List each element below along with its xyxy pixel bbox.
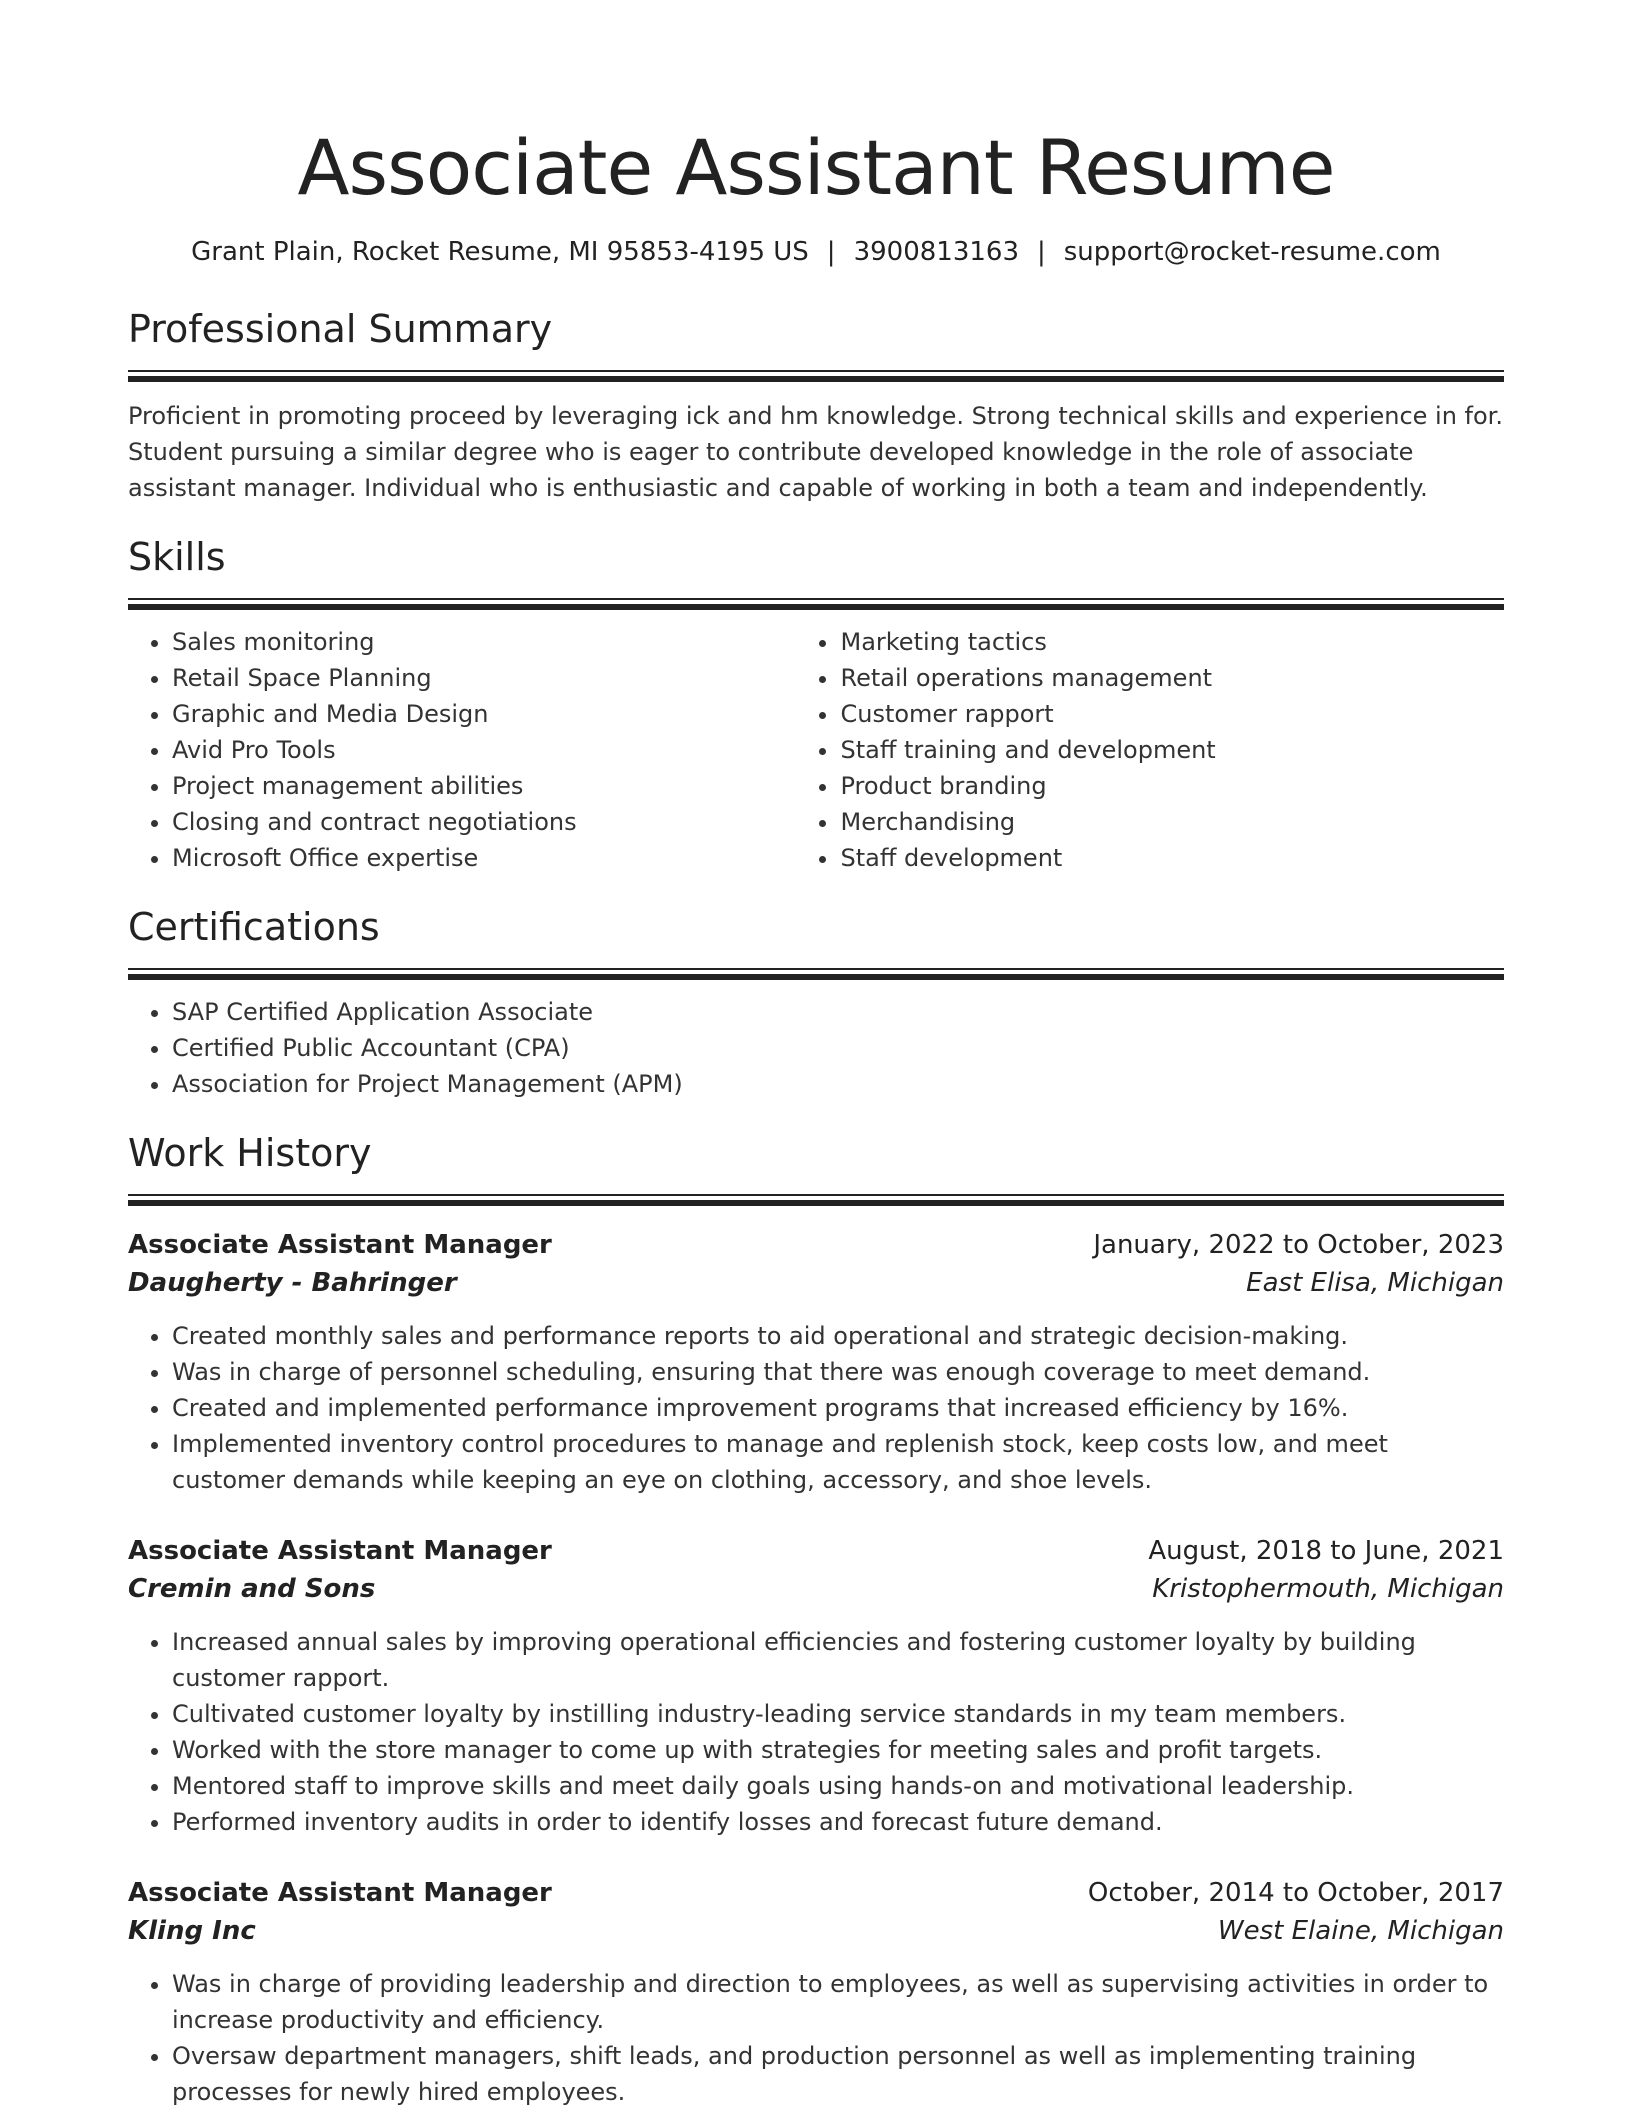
job-bullet: • Worked with the store manager to come up with strategies for meeting sales and profit targets. [172, 1732, 1504, 1768]
skills-section [128, 532, 1504, 876]
job-header-row [128, 1226, 1504, 1264]
job-entry [128, 1226, 1504, 1498]
job-header-row [128, 1532, 1504, 1570]
job-entry [128, 1874, 1504, 2110]
skill-item: • Staff development [840, 840, 1504, 876]
job-bullets [128, 1624, 1504, 1840]
skill-item: • Staff training and development [840, 732, 1504, 768]
job-dates: August, 2018 to June, 2021 [1148, 1536, 1504, 1566]
contact-separator: | [826, 237, 836, 267]
job-bullet: • Implemented inventory control procedures to manage and replenish stock, keep costs low, and meet customer demands while keeping an eye on clothing, accessory, and shoe levels. [172, 1426, 1504, 1498]
job-bullet: • Performed inventory audits in order to identify losses and forecast future demand. [172, 1804, 1504, 1840]
job-entry [128, 1532, 1504, 1840]
job-bullet: • Was in charge of personnel scheduling, ensuring that there was enough coverage to meet demand. [172, 1354, 1504, 1390]
job-bullet: • Oversaw department managers, shift leads, and production personnel as well as implementing training processes for newly hired employees. [172, 2038, 1504, 2110]
job-dates: October, 2014 to October, 2017 [1087, 1878, 1504, 1908]
skill-item: • Marketing tactics [840, 624, 1504, 660]
skills-list-left [128, 624, 796, 876]
certifications-list [128, 994, 1504, 1102]
skill-item: • Product branding [840, 768, 1504, 804]
certification-item: • SAP Certified Application Associate [172, 994, 1504, 1030]
section-title-summary: Professional Summary [128, 307, 553, 351]
skills-list-right [796, 624, 1504, 876]
skill-item: • Closing and contract negotiations [172, 804, 796, 840]
contact-separator: | [1036, 237, 1046, 267]
job-bullet: • Created monthly sales and performance reports to aid operational and strategic decision-making. [172, 1318, 1504, 1354]
section-title-skills: Skills [128, 535, 226, 579]
job-bullets [128, 1966, 1504, 2110]
skills-grid [128, 624, 1504, 876]
job-title: Associate Assistant Manager [128, 1536, 552, 1566]
certification-item: • Certified Public Accountant (CPA) [172, 1030, 1504, 1066]
job-bullet: • Was in charge of providing leadership and direction to employees, as well as supervising activities in order to increase productivity and efficiency. [172, 1966, 1504, 2038]
certifications-section [128, 902, 1504, 1102]
job-header-row [128, 1874, 1504, 1912]
skill-item: • Sales monitoring [172, 624, 796, 660]
skill-item: • Customer rapport [840, 696, 1504, 732]
job-location: Kristophermouth, Michigan [1152, 1574, 1504, 1604]
contact-phone: 3900813163 [853, 237, 1019, 267]
job-company: Daugherty - Bahringer [128, 1268, 457, 1298]
job-company-row [128, 1264, 1504, 1302]
skill-item: • Project management abilities [172, 768, 796, 804]
job-location: East Elisa, Michigan [1246, 1268, 1504, 1298]
skill-item: • Retail operations management [840, 660, 1504, 696]
job-dates: January, 2022 to October, 2023 [1093, 1230, 1504, 1260]
summary-section [128, 304, 1504, 506]
job-bullet: • Mentored staff to improve skills and meet daily goals using hands-on and motivational leadership. [172, 1768, 1504, 1804]
job-bullet: • Cultivated customer loyalty by instilling industry-leading service standards in my team members. [172, 1696, 1504, 1732]
skill-item: • Retail Space Planning [172, 660, 796, 696]
resume-title: Associate Assistant Resume [297, 123, 1335, 212]
job-bullet: • Created and implemented performance improvement programs that increased efficiency by 16%. [172, 1390, 1504, 1426]
job-bullet: • Increased annual sales by improving operational efficiencies and fostering customer loyalty by building customer rapport. [172, 1624, 1504, 1696]
summary-text: Proficient in promoting proceed by leveraging ick and hm knowledge. Strong technical skills and experience in for. Student pursuing a similar degree who is eager to contribute developed knowledge in the role of associate assistant manager. Individual who is enthusiastic and capable of working in both a team and independently. [128, 402, 1503, 502]
job-title: Associate Assistant Manager [128, 1878, 552, 1908]
contact-line [128, 234, 1504, 270]
section-divider [128, 598, 1504, 610]
contact-email: support@rocket-resume.com [1063, 237, 1441, 267]
job-title: Associate Assistant Manager [128, 1230, 552, 1260]
section-divider [128, 968, 1504, 980]
contact-address: Grant Plain, Rocket Resume, MI 95853-4195 US [191, 237, 809, 267]
section-divider [128, 1194, 1504, 1206]
section-divider [128, 370, 1504, 382]
skill-item: • Microsoft Office expertise [172, 840, 796, 876]
skill-item: • Graphic and Media Design [172, 696, 796, 732]
skill-item: • Avid Pro Tools [172, 732, 796, 768]
job-company-row [128, 1570, 1504, 1608]
job-company: Kling Inc [128, 1916, 256, 1946]
section-title-certifications: Certifications [128, 905, 380, 949]
job-location: West Elaine, Michigan [1217, 1916, 1504, 1946]
section-title-work-history: Work History [128, 1131, 372, 1175]
job-company: Cremin and Sons [128, 1574, 376, 1604]
resume-page [128, 0, 1504, 2110]
job-bullets [128, 1318, 1504, 1498]
job-company-row [128, 1912, 1504, 1950]
certification-item: • Association for Project Management (APM) [172, 1066, 1504, 1102]
skill-item: • Merchandising [840, 804, 1504, 840]
work-history-section [128, 1128, 1504, 2110]
